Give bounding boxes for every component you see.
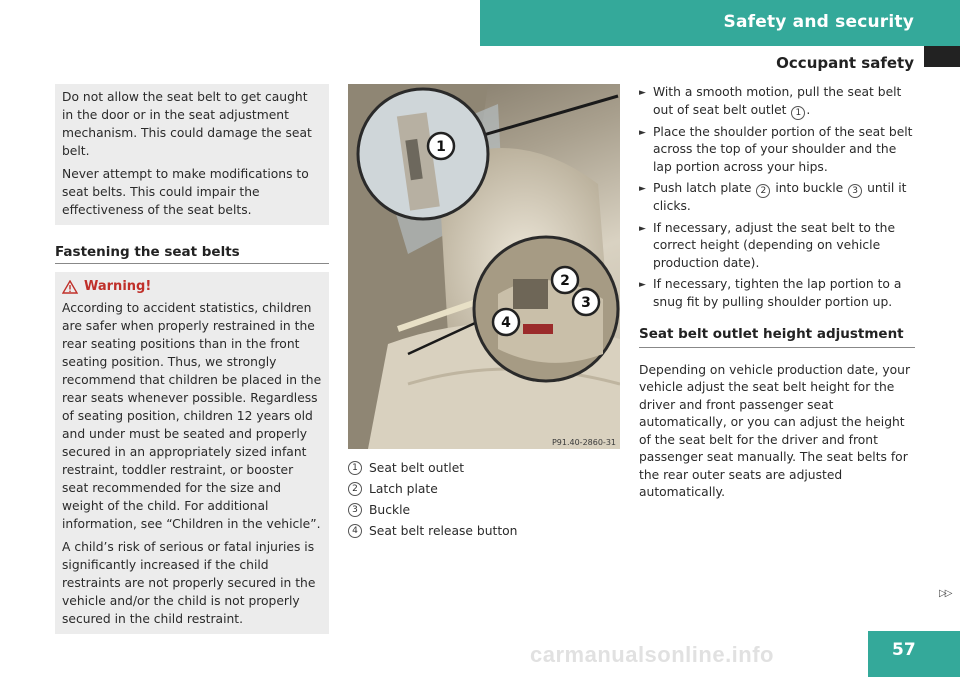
seat-belt-photo	[348, 84, 620, 449]
note-paragraph: Never attempt to make modifications to seat belts. This could impair the effectiveness of the seat belts.	[62, 167, 309, 217]
legend-number: 4	[348, 524, 362, 538]
callout-4: 4	[501, 315, 511, 331]
callout-1: 1	[436, 139, 446, 155]
warning-paragraph: A child’s risk of serious or fatal injuries is significantly increased if the child restraints are not properly secured in the vehicle and/or the child is not properly secured in the child restraint.	[62, 540, 316, 626]
legend-item	[348, 457, 620, 478]
step-arrow-icon: ►	[639, 184, 646, 194]
step-text: Place the shoulder portion of the seat belt across the top of your shoulder and the lap portion across your hips.	[653, 124, 913, 174]
instruction-step	[639, 180, 915, 216]
instruction-step	[639, 124, 915, 177]
legend-label: Latch plate	[369, 481, 438, 496]
legend-label: Buckle	[369, 502, 411, 517]
step-text: With a smooth motion, pull the seat belt out of seat belt outlet 1 .	[653, 85, 902, 118]
note-box	[55, 84, 329, 225]
step-arrow-icon: ►	[639, 280, 646, 290]
legend-item	[348, 499, 620, 520]
instruction-step	[639, 220, 915, 273]
outlet-height-paragraph: Depending on vehicle production date, your vehicle adjust the seat belt height for the driver and front passenger seat automatically, or you can adjust the height of the seat belt for the driver and front passenger seat manually. The seat belts for the rear outer seats are adjusted automatically.	[639, 362, 910, 499]
right-column	[639, 84, 915, 502]
step-arrow-icon: ►	[639, 88, 646, 98]
figure-legend	[348, 457, 620, 541]
callout-2: 2	[560, 273, 570, 289]
left-column	[55, 84, 329, 634]
subsection-title: Occupant safety	[776, 54, 914, 72]
warning-title-row	[62, 278, 322, 296]
step-arrow-icon: ►	[639, 223, 646, 234]
seat-belt-illustration	[348, 84, 620, 449]
legend-label: Seat belt outlet	[369, 460, 465, 475]
legend-number: 3	[348, 503, 362, 517]
warning-title: Warning!	[84, 279, 152, 294]
legend-number: 1	[348, 461, 362, 475]
legend-item	[348, 478, 620, 499]
callout-3: 3	[581, 295, 591, 311]
warning-triangle-icon	[62, 280, 78, 294]
instruction-step	[639, 276, 915, 311]
warning-paragraph: According to accident statistics, children are safer when properly restrained in the rear seating positions than in the front seating position. Thus, we strongly recommend that children be placed in the rear seats whenever possible. Regardless of seating position, children 12 years old and under must be seated and properly secured in an appropriately sized infant restraint, toddler restraint, or booster seat recommended for the size and weight of the child. For additional information, see “Children in the vehicle”.	[62, 301, 322, 531]
figure-column	[348, 84, 620, 541]
continue-arrows-icon: ▷▷	[939, 588, 951, 599]
step-text: If necessary, adjust the seat belt to the correct height (depending on vehicle production date).	[653, 220, 896, 270]
legend-number: 2	[348, 482, 362, 496]
step-text: Push latch plate 2 into buckle 3 until it clicks.	[653, 181, 907, 213]
note-paragraph: Do not allow the seat belt to get caught in the door or in the seat adjustment mechanism. This could damage the seat belt.	[62, 90, 312, 158]
page-number: 57	[892, 640, 916, 660]
outlet-height-heading: Seat belt outlet height adjustment	[639, 326, 915, 348]
step-text: If necessary, tighten the lap portion to a snug fit by pulling shoulder portion up.	[653, 277, 902, 309]
fastening-heading: Fastening the seat belts	[55, 244, 329, 264]
figure-code: P91.40-2860-31	[551, 438, 616, 447]
ref-number: 3	[848, 184, 862, 198]
warning-box	[55, 272, 329, 634]
step-arrow-icon: ►	[639, 127, 646, 138]
instruction-step	[639, 84, 915, 120]
legend-item	[348, 520, 620, 541]
ref-number: 2	[756, 184, 770, 198]
legend-label: Seat belt release button	[369, 523, 518, 538]
watermark: carmanualsonline.info	[530, 642, 774, 667]
corner-block	[924, 46, 960, 67]
ref-number: 1	[791, 106, 805, 120]
section-title: Safety and security	[723, 12, 914, 32]
